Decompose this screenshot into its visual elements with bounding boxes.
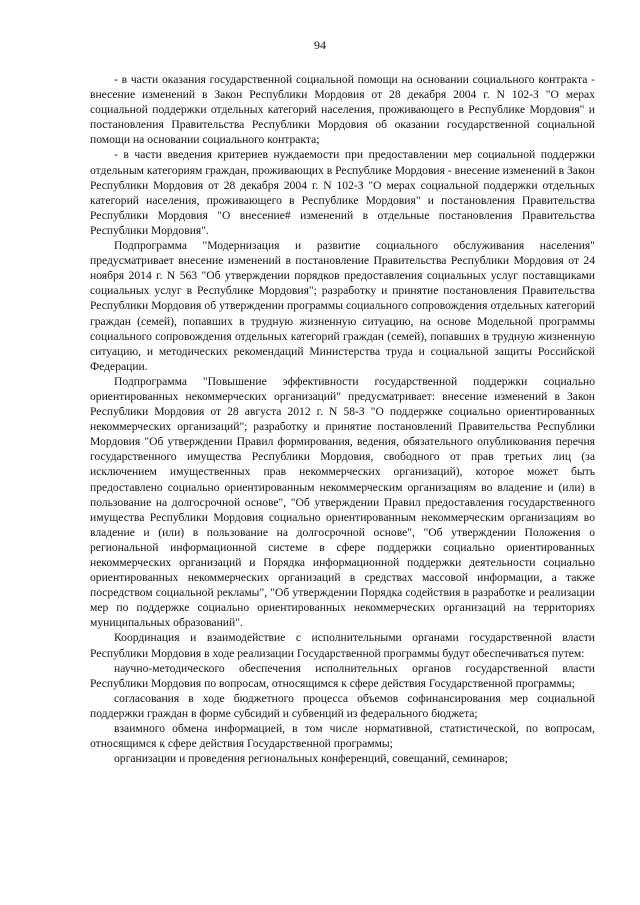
paragraph-social-contract: - в части оказания государственной социальной помощи на основании социального контракта - внесение изменений в Закон Республики Мордовия от 28 декабря 2004 г. N 102-З "О мерах социальной поддержки отдельных категорий населения, проживающего в Республике Мордовия" и постановления Правительства Республики Мордовия об оказании государственной социальной помощи на основании социального контракта;: [90, 73, 595, 147]
page-number: 94: [314, 38, 326, 52]
paragraph-need-criteria: - в части введения критериев нуждаемости при предоставлении мер социальной поддержки отдельным категориям граждан, проживающих в Республике Мордовия - внесение изменений в Закон Республики Мордовия от 28 декабря 2004 г. N 102-З "О мерах социальной поддержки отдельных категорий населения, проживающего в Республике Мордовия" и постановления Правительства Республики Мордовия "О внесение# изменений в отдельные постановления Правительства Республики Мордовия".: [90, 148, 595, 237]
paragraph-information-exchange: взаимного обмена информацией, в том числе нормативной, статистической, по вопросам, относящимся к сфере действия Государственной программы;: [90, 722, 595, 751]
paragraph-modernization-subprogram: Подпрограмма "Модернизация и развитие социального обслуживания населения" предусматривает внесение изменений в постановление Правительства Республики Мордовия от 24 ноября 2014 г. N 563 "Об утверждении порядков предоставления социальных услуг поставщиками социальных услуг в Республике Мордовия"; разработку и принятие постановления Правительства Республики Мордовия об утверждении программы социального сопровождения отдельных категорий граждан (семей), попавших в трудную жизненную ситуацию, на основе Модельной программы социального сопровождения отдельных категорий граждан (семей), попавших в трудную жизненную ситуацию, и методических рекомендаций Министерства труда и социальной защиты Российской Федерации.: [90, 239, 595, 373]
paragraph-conferences: организации и проведения региональных конференций, совещаний, семинаров;: [114, 752, 508, 766]
document-body: [90, 72, 595, 766]
paragraph-nko-support-subprogram: Подпрограмма "Повышение эффективности государственной поддержки социально ориентированных некоммерческих организаций" предусматривает: внесение изменений в Закон Республики Мордовия от 28 августа 2012 г. N 58-З "О поддержке социально ориентированных некоммерческих организаций"; разработку и принятие постановлений Правительства Республики Мордовия "Об утверждении Правил формирования, ведения, обязательного опубликования перечня государственного имущества Республики Мордовия, свободного от прав третьих лиц (за исключением имущественных прав некоммерческих организаций), которое может быть предоставлено социально ориентированным некоммерческим организациям во владение и (или) в пользование на долгосрочной основе", "Об утверждении Правил предоставления государственного имущества Республики Мордовия социально ориентированным некоммерческим организациям во владение и (или) в пользование на долгосрочной основе", "Об утверждении Положения о региональной информационной системе в сфере поддержки социально ориентированных некоммерческих организаций и Порядка информационной поддержки деятельности социально ориентированных некоммерческих организаций в средствах массовой информации, а также посредством социальной рекламы", "Об утверждении Порядка содействия в разработке и реализации мер по поддержке социально ориентированных некоммерческих организаций на территориях муниципальных образований".: [90, 374, 595, 630]
paragraph-methodological-support: научно-методического обеспечения исполнительных органов государственной власти Республики Мордовия по вопросам, относящимся к сфере действия Государственной программы;: [90, 661, 595, 690]
paragraph-budget-cofinancing: согласования в ходе бюджетного процесса объемов софинансирования мер социальной поддержки граждан в форме субсидий и субвенций из федерального бюджета;: [90, 691, 595, 720]
paragraph-coordination: Координация и взаимодействие с исполнительными органами государственной власти Республики Мордовия в ходе реализации Государственной программы будут обеспечиваться путем:: [90, 631, 595, 660]
